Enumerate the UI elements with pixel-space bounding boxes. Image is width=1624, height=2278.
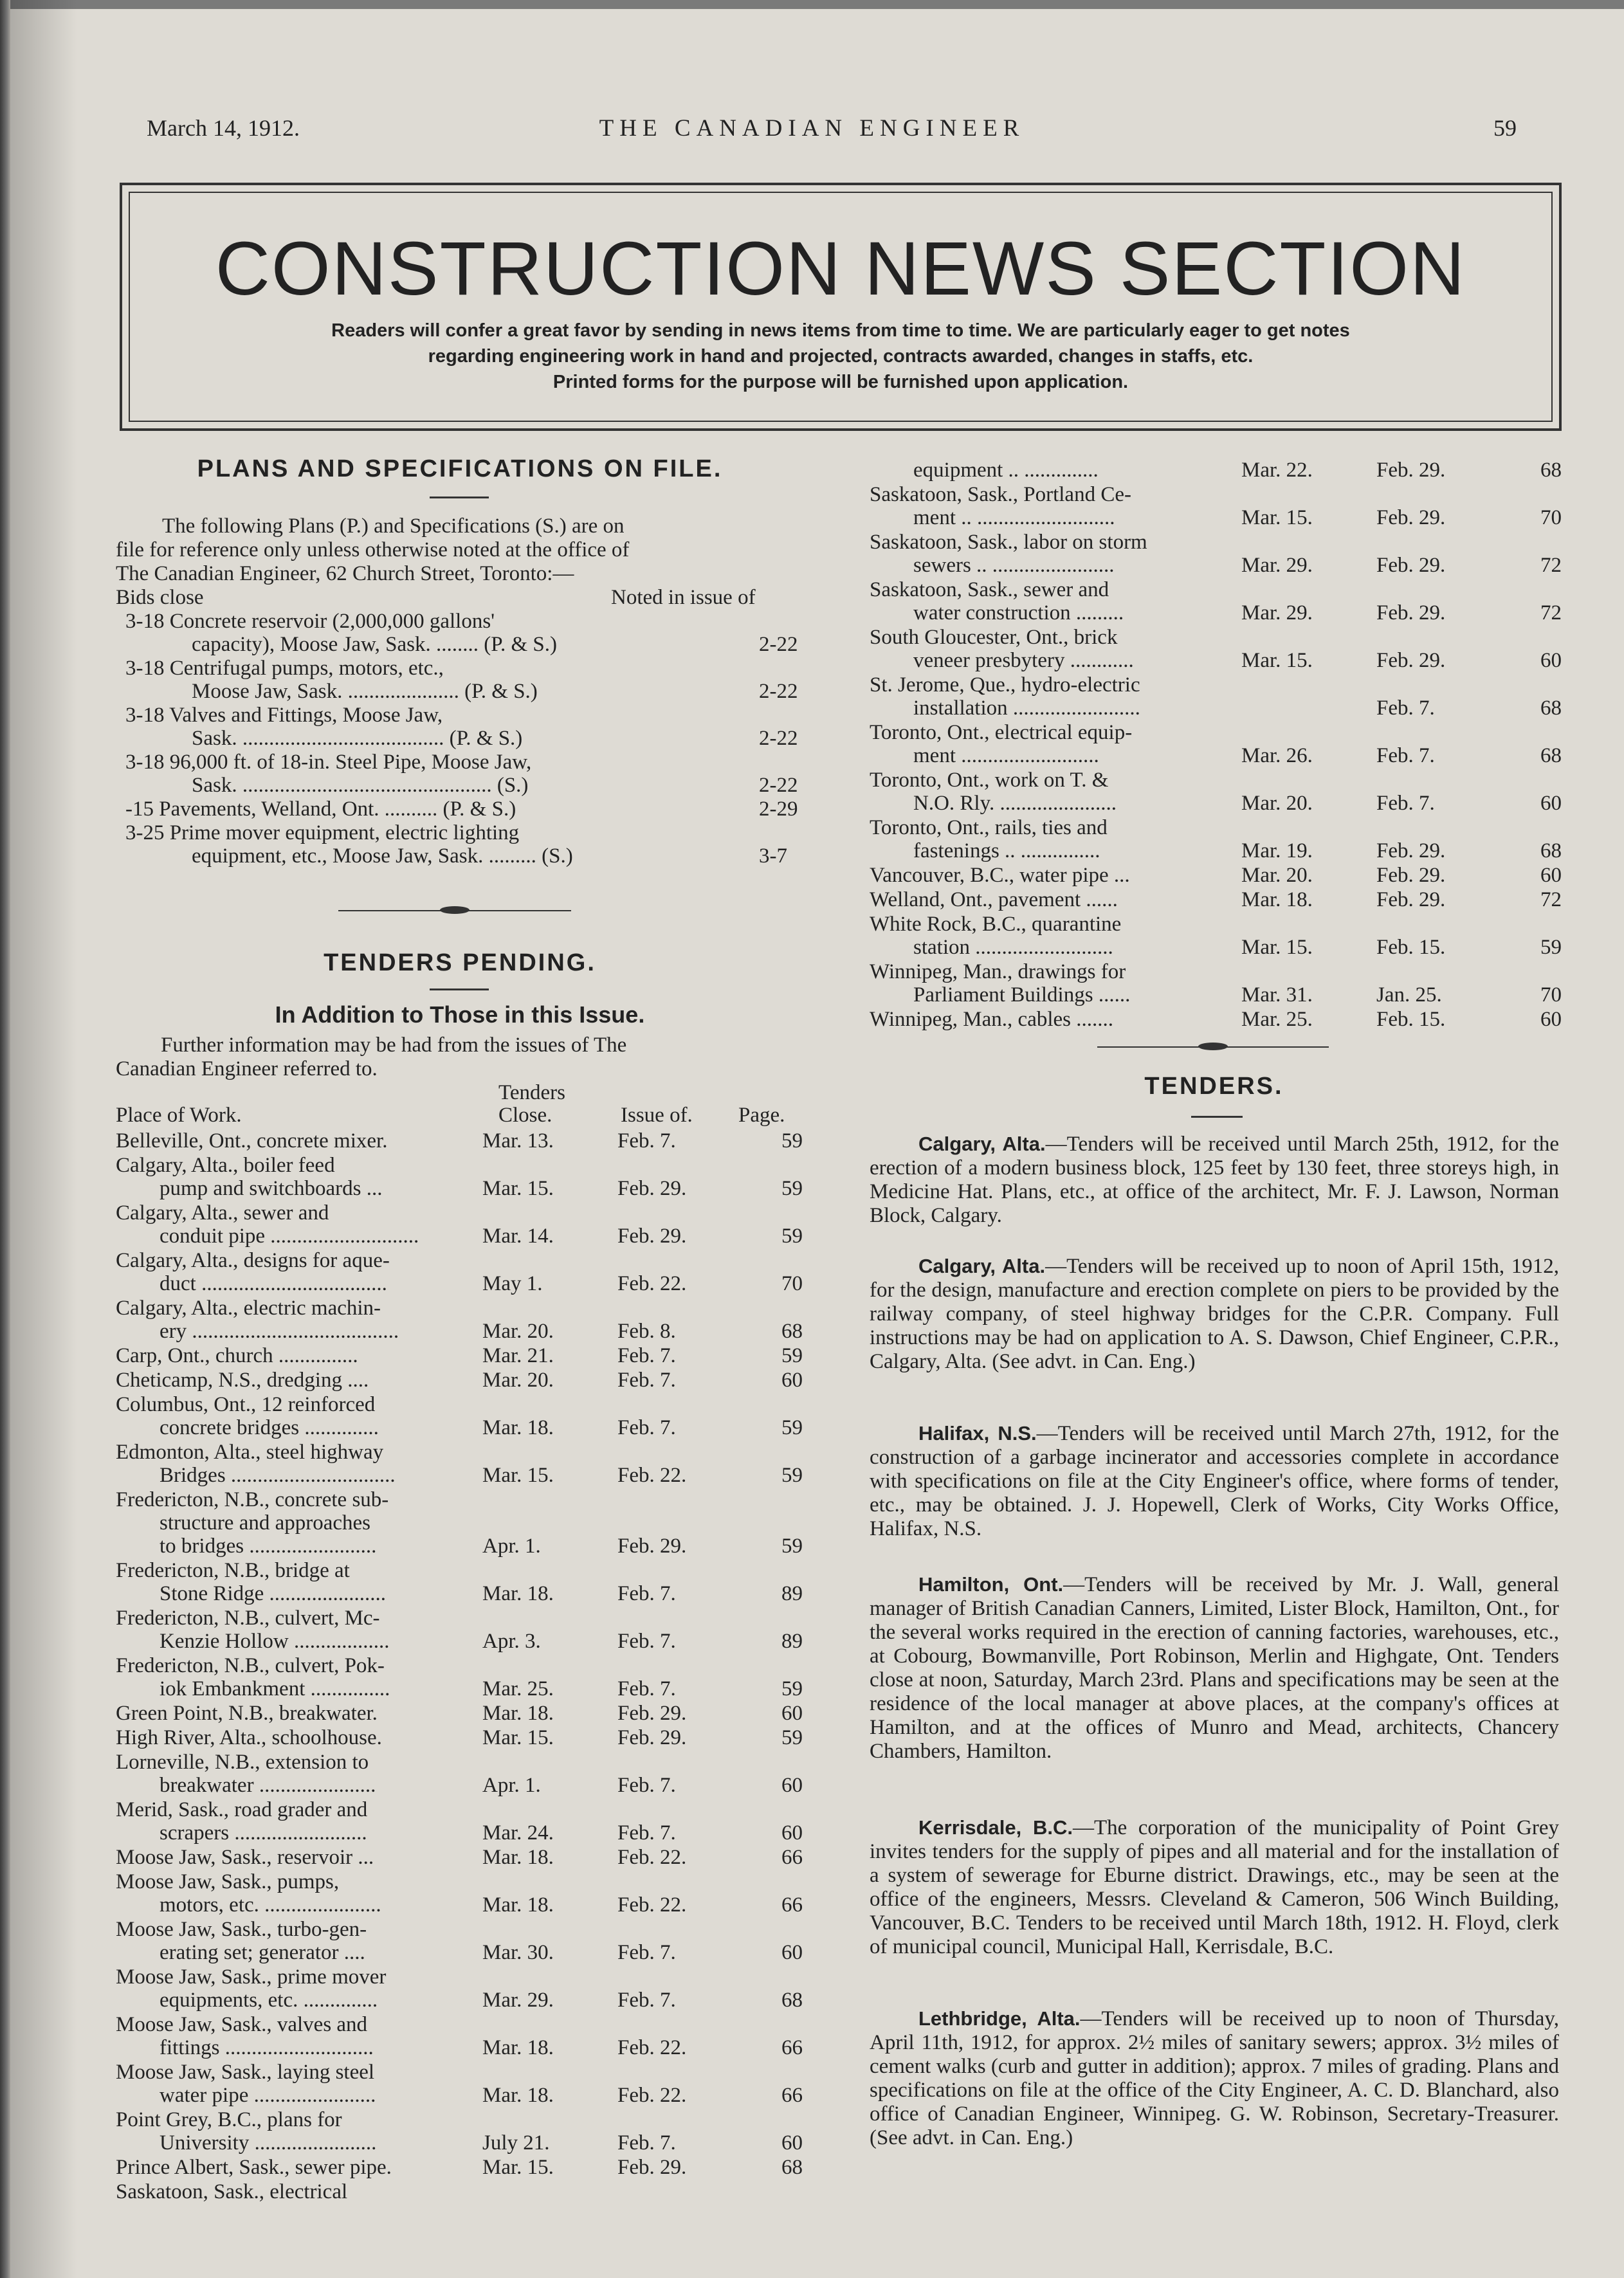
pending-entry-page: 72 [1540, 554, 1562, 577]
pending-entry-place: Lorneville, N.B., extension to [116, 1751, 369, 1774]
pending-entry-close: Mar. 18. [482, 1582, 554, 1605]
pending-entry-issue: Feb. 7. [617, 2131, 676, 2155]
pending-entry-close: Mar. 29. [1241, 601, 1313, 624]
pending-entry-close: Mar. 25. [482, 1677, 554, 1700]
pending-entry-issue: Feb. 15. [1376, 936, 1446, 959]
plans-entry-issue: 2-22 [759, 774, 798, 797]
plans-entry-issue: 2-22 [759, 633, 798, 656]
pending-entry-place: Merid, Sask., road grader and [116, 1798, 368, 1821]
pending-entry-close: Mar. 18. [482, 2084, 554, 2107]
plans-entry-line: capacity), Moose Jaw, Sask. ........ (P. & S.) [192, 633, 557, 656]
col-close: Close. [498, 1104, 552, 1127]
tender-text: —Tenders will be received until March 25th, 1912, for the erection of a modern business block, 125 feet by 130 feet, three storeys high, in Medicine Hat. Plans, etc., at office of the architect, Mr. F. J. Lawson, Norman Block, Calgary. [870, 1133, 1559, 1227]
pending-entry-place: Moose Jaw, Sask., pumps, [116, 1870, 340, 1893]
pending-entry-place-cont: iok Embankment ............... [160, 1677, 390, 1700]
pending-entry-close: Mar. 13. [482, 1129, 554, 1153]
pending-entry-page: 66 [781, 1893, 803, 1917]
pending-entry-place-cont: ment .. .......................... [913, 506, 1115, 529]
tenders-pending-subheading: In Addition to Those in this Issue. [275, 1001, 645, 1028]
heading-rule [430, 989, 489, 990]
pending-entry-close: Mar. 18. [482, 1846, 554, 1869]
pending-entry-place-cont: scrapers ......................... [160, 1821, 367, 1845]
pending-entry-issue: Feb. 22. [617, 1893, 687, 1917]
plans-entry-line: 3-25 Prime mover equipment, electric lighting [125, 821, 520, 844]
pending-entry-page: 59 [781, 1225, 803, 1248]
col-issue: Issue of. [621, 1104, 693, 1127]
pending-entry-place: Saskatoon, Sask., Portland Ce- [870, 483, 1131, 506]
plans-col-noted: Noted in issue of [611, 586, 756, 609]
pending-entry-close: Mar. 20. [482, 1369, 554, 1392]
pending-entry-place-cont: equipment .. .............. [913, 459, 1099, 482]
pending-entry-place-cont: N.O. Rly. ...................... [913, 792, 1117, 815]
pending-entry-issue: Jan. 25. [1376, 983, 1442, 1007]
ornament-divider [338, 910, 571, 911]
pending-entry-close: Mar. 15. [482, 1726, 554, 1749]
pending-entry-page: 59 [1540, 936, 1562, 959]
pending-entry-issue: Feb. 22. [617, 1272, 687, 1295]
section-title: CONSTRUCTION NEWS SECTION [215, 226, 1466, 311]
pending-entry-close: Apr. 1. [482, 1535, 541, 1558]
pending-entry-place: Fredericton, N.B., concrete sub- [116, 1488, 389, 1511]
pending-entry-place-cont: Kenzie Hollow .................. [160, 1630, 390, 1653]
pending-entry-place-cont: duct ................................... [160, 1272, 387, 1295]
pending-entry-close: Apr. 3. [482, 1630, 541, 1653]
tender-notice [870, 1132, 1559, 1228]
pending-entry-issue: Feb. 29. [1376, 459, 1446, 482]
pending-entry-issue: Feb. 29. [1376, 839, 1446, 862]
pending-entry-page: 72 [1540, 601, 1562, 624]
journal-title: THE CANADIAN ENGINEER [599, 115, 1025, 141]
pending-entry-issue: Feb. 29. [617, 1535, 687, 1558]
pending-entry-page: 59 [781, 1726, 803, 1749]
pending-entry-page: 68 [781, 1989, 803, 2012]
pending-entry-page: 59 [781, 1535, 803, 1558]
pending-entry-place: Fredericton, N.B., bridge at [116, 1559, 350, 1582]
pending-entry-place: Calgary, Alta., boiler feed [116, 1154, 335, 1177]
pending-entry-close: Mar. 18. [482, 1702, 554, 1725]
pending-entry-place-cont: motors, etc. ...................... [160, 1893, 381, 1917]
pending-entry-issue: Feb. 7. [617, 1129, 676, 1153]
plans-entry-line: 3-18 96,000 ft. of 18-in. Steel Pipe, Moose Jaw, [125, 751, 532, 774]
pending-entry-place: Belleville, Ont., concrete mixer. [116, 1129, 388, 1153]
pending-entry-page: 59 [781, 1129, 803, 1153]
pending-entry-page: 60 [1540, 649, 1562, 672]
pending-entry-issue: Feb. 29. [1376, 554, 1446, 577]
tender-text: —Tenders will be received by Mr. J. Wall, general manager of British Canadian Canners, Limited, Lister Block, Hamilton, Ont., for the several works required in the erection of canning factories, warehouses, etc., at Cobourg, Bowmanville, Port Robinson, Merlin and Highgate, Ont. Tenders close at noon, Saturday, March 23rd. Plans and specifications may be seen at the residence of the local manager at above places, at the company's offices at Hamilton, and at the offices of Munro and Mead, architects, Chancery Chambers, Hamilton. [870, 1573, 1560, 1763]
pending-entry-page: 68 [781, 2156, 803, 2179]
pending-entry-place-cont: sewers .. ....................... [913, 554, 1115, 577]
pending-entry-issue: Feb. 29. [617, 1225, 687, 1248]
pending-entry-place: Carp, Ont., church ............... [116, 1344, 358, 1367]
plans-heading: PLANS AND SPECIFICATIONS ON FILE. [197, 455, 723, 482]
pending-entry-page: 70 [781, 1272, 803, 1295]
pending-entry-close: July 21. [482, 2131, 550, 2155]
plans-entry-line: 3-18 Valves and Fittings, Moose Jaw, [125, 704, 443, 727]
pending-entry-place-cont: Stone Ridge ...................... [160, 1582, 386, 1605]
pending-entry-page: 68 [1540, 839, 1562, 862]
pending-entry-place: St. Jerome, Que., hydro-electric [870, 673, 1140, 697]
pending-entry-close: Mar. 20. [1241, 792, 1313, 815]
pending-entry-page: 60 [1540, 792, 1562, 815]
pending-entry-close: Mar. 19. [1241, 839, 1313, 862]
tenders-heading: TENDERS. [1144, 1073, 1284, 1100]
pending-entry-issue: Feb. 22. [617, 1464, 687, 1487]
pending-entry-place: Calgary, Alta., electric machin- [116, 1297, 381, 1320]
pending-entry-page: 59 [781, 1177, 803, 1200]
pending-entry-close: Mar. 25. [1241, 1008, 1313, 1031]
pending-entry-place-cont: station .......................... [913, 936, 1113, 959]
tenders-pending-heading: TENDERS PENDING. [324, 949, 596, 976]
pending-entry-place: Green Point, N.B., breakwater. [116, 1702, 378, 1725]
tender-notice [870, 1421, 1559, 1541]
pending-entry-page: 60 [1540, 864, 1562, 887]
pending-entry-close: Mar. 26. [1241, 744, 1313, 767]
pending-intro-line-1: Further information may be had from the issues of The [161, 1034, 627, 1057]
pending-entry-issue: Feb. 29. [1376, 888, 1446, 911]
pending-entry-page: 72 [1540, 888, 1562, 911]
pending-entry-place: Fredericton, N.B., culvert, Pok- [116, 1654, 385, 1677]
pending-intro-line-2: Canadian Engineer referred to. [116, 1057, 378, 1080]
pending-entry-close: Mar. 15. [482, 1464, 554, 1487]
pending-entry-place: Vancouver, B.C., water pipe ... [870, 864, 1130, 887]
plans-entry-line: equipment, etc., Moose Jaw, Sask. ......... (S.) [192, 844, 573, 868]
pending-entry-close: Mar. 21. [482, 1344, 554, 1367]
tender-place: Calgary, Alta. [918, 1133, 1046, 1155]
plans-entry-issue: 3-7 [759, 844, 787, 868]
pending-entry-place: Winnipeg, Man., cables ....... [870, 1008, 1114, 1031]
plans-entry-line: -15 Pavements, Welland, Ont. .......... (P. & S.) [125, 797, 516, 821]
tender-place: Kerrisdale, B.C. [918, 1816, 1073, 1839]
pending-entry-close: Mar. 24. [482, 1821, 554, 1845]
pending-entry-page: 59 [781, 1416, 803, 1439]
plans-entry-line: Sask. ...................................... (P. & S.) [192, 727, 523, 750]
pending-entry-close: Mar. 15. [1241, 649, 1313, 672]
pending-entry-page: 60 [781, 1821, 803, 1845]
pending-entry-issue: Feb. 7. [617, 1821, 676, 1845]
pending-entry-issue: Feb. 7. [617, 1677, 676, 1700]
pending-entry-place: Moose Jaw, Sask., laying steel [116, 2061, 375, 2084]
pending-entry-place: Toronto, Ont., rails, ties and [870, 816, 1108, 839]
issue-date: March 14, 1912. [147, 115, 300, 141]
pending-entry-close: Mar. 15. [482, 2156, 554, 2179]
pending-entry-close: Mar. 30. [482, 1941, 554, 1964]
pending-entry-issue: Feb. 29. [1376, 506, 1446, 529]
pending-entry-place-cont: erating set; generator .... [160, 1941, 365, 1964]
banner-intro-line-3: Printed forms for the purpose will be furnished upon application. [552, 372, 1129, 392]
pending-entry-issue: Feb. 7. [617, 1344, 676, 1367]
pending-entry-place: Welland, Ont., pavement ...... [870, 888, 1118, 911]
pending-entry-place-cont: Bridges ............................... [160, 1464, 396, 1487]
pending-entry-close: Mar. 18. [1241, 888, 1313, 911]
pending-entry-close: Mar. 18. [482, 2036, 554, 2059]
tender-place: Lethbridge, Alta. [918, 2007, 1081, 2030]
pending-entry-place: Cheticamp, N.S., dredging .... [116, 1369, 369, 1392]
tender-notice [870, 1254, 1559, 1374]
pending-entry-place: Moose Jaw, Sask., turbo-gen- [116, 1918, 367, 1941]
heading-rule [1191, 1116, 1243, 1118]
tender-text: —Tenders will be received until March 27th, 1912, for the construction of a garbage incinerator and accessories complete in accordance with specifications on file at the City Engineer's office, where forms of tender, etc., may be obtained. J. J. Hopewell, Clerk of Works, City Works Office, Halifax, N.S. [870, 1422, 1559, 1540]
pending-entry-page: 66 [781, 2036, 803, 2059]
pending-entry-place: Moose Jaw, Sask., valves and [116, 2013, 368, 2036]
pending-entry-place: Calgary, Alta., sewer and [116, 1201, 329, 1225]
pending-entry-issue: Feb. 22. [617, 2036, 687, 2059]
pending-entry-page: 60 [1540, 1008, 1562, 1031]
pending-entry-page: 59 [781, 1677, 803, 1700]
pending-entry-place-cont: ment .......................... [913, 744, 1099, 767]
pending-entry-place-cont: veneer presbytery ............ [913, 649, 1134, 672]
pending-entry-issue: Feb. 7. [617, 1941, 676, 1964]
pending-entry-issue: Feb. 29. [617, 1177, 687, 1200]
pending-entry-issue: Feb. 8. [617, 1320, 676, 1343]
pending-entry-close: Mar. 20. [1241, 864, 1313, 887]
pending-entry-place-cont: to bridges ........................ [160, 1535, 377, 1558]
pending-entry-place-cont: concrete bridges .............. [160, 1416, 379, 1439]
tender-place: Halifax, N.S. [918, 1422, 1037, 1444]
pending-entry-issue: Feb. 7. [1376, 792, 1435, 815]
pending-entry-close: Mar. 15. [482, 1177, 554, 1200]
pending-entry-issue: Feb. 7. [617, 1989, 676, 2012]
pending-entry-page: 59 [781, 1464, 803, 1487]
plans-entry-line: Sask. ............................................... (S.) [192, 774, 529, 797]
construction-news-banner [120, 183, 1562, 431]
pending-entry-place: White Rock, B.C., quarantine [870, 913, 1122, 936]
pending-entry-page: 68 [1540, 744, 1562, 767]
pending-entry-place: Moose Jaw, Sask., reservoir ... [116, 1846, 374, 1869]
pending-entry-issue: Feb. 7. [617, 1582, 676, 1605]
pending-entry-place: Calgary, Alta., designs for aque- [116, 1249, 390, 1272]
pending-entry-place: Saskatoon, Sask., labor on storm [870, 531, 1147, 554]
pending-entry-page: 68 [781, 1320, 803, 1343]
tender-notice [870, 1816, 1559, 1959]
heading-rule [430, 497, 489, 498]
pending-entry-issue: Feb. 7. [1376, 697, 1435, 720]
plans-intro-line-3: The Canadian Engineer, 62 Church Street, Toronto:— [116, 562, 574, 585]
pending-entry-place-cont: fittings ............................ [160, 2036, 374, 2059]
pending-entry-close: Mar. 14. [482, 1225, 554, 1248]
pending-entry-issue: Feb. 29. [1376, 864, 1446, 887]
pending-entry-place-cont: pump and switchboards ... [160, 1177, 383, 1200]
plans-entry-issue: 2-22 [759, 680, 798, 703]
pending-entry-close: Mar. 15. [1241, 936, 1313, 959]
col-page: Page. [738, 1104, 785, 1127]
tender-place: Calgary, Alta. [918, 1255, 1046, 1277]
pending-entry-place: Edmonton, Alta., steel highway [116, 1441, 384, 1464]
pending-entry-place: Prince Albert, Sask., sewer pipe. [116, 2156, 392, 2179]
pending-entry-close: Mar. 20. [482, 1320, 554, 1343]
pending-entry-page: 89 [781, 1582, 803, 1605]
pending-entry-issue: Feb. 29. [617, 2156, 687, 2179]
pending-entry-place: Saskatoon, Sask., sewer and [870, 578, 1109, 601]
pending-entry-page: 66 [781, 1846, 803, 1869]
pending-entry-place: Columbus, Ont., 12 reinforced [116, 1393, 376, 1416]
plans-entry-issue: 2-22 [759, 727, 798, 750]
plans-intro-line-2: file for reference only unless otherwise noted at the office of [116, 538, 630, 561]
pending-entry-issue: Feb. 29. [1376, 649, 1446, 672]
pending-entry-place-cont: ery ....................................... [160, 1320, 399, 1343]
pending-entry-page: 60 [781, 2131, 803, 2155]
pending-entry-close: Mar. 15. [1241, 506, 1313, 529]
pending-entry-issue: Feb. 7. [617, 1416, 676, 1439]
pending-entry-place-cont: fastenings .. ............... [913, 839, 1100, 862]
plans-entry-line: 3-18 Centrifugal pumps, motors, etc., [125, 657, 444, 680]
pending-entry-place-cont: University ....................... [160, 2131, 377, 2155]
pending-entry-issue: Feb. 7. [617, 1774, 676, 1797]
tender-place: Hamilton, Ont. [918, 1573, 1064, 1596]
plans-entry-line: Moose Jaw, Sask. ..................... (P. & S.) [192, 680, 538, 703]
pending-entry-place: Point Grey, B.C., plans for [116, 2108, 342, 2131]
pending-entry-place-cont: Parliament Buildings ...... [913, 983, 1131, 1007]
pending-entry-place-cont: water pipe ....................... [160, 2084, 376, 2107]
plans-entry-line: 3-18 Concrete reservoir (2,000,000 gallons' [125, 610, 495, 633]
pending-entry-page: 68 [1540, 697, 1562, 720]
pending-entry-close: Mar. 29. [482, 1989, 554, 2012]
pending-entry-issue: Feb. 29. [1376, 601, 1446, 624]
tender-text: —Tenders will be received up to noon of April 15th, 1912, for the design, manufacture and erection complete on piers to be provided by the railway company, of steel highway bridges for the C.P.R. Company. Full instructions may be had on application to A. S. Dawson, Chief Engineer, C.P.R., Calgary, Alta. (See advt. in Can. Eng.) [870, 1255, 1559, 1373]
pending-entry-close: Mar. 31. [1241, 983, 1313, 1007]
pending-entry-page: 66 [781, 2084, 803, 2107]
tender-text: —The corporation of the municipality of Point Grey invites tenders for the supply of pipes and all material and for the installation of a system of sewerage for Eburne district. Drawings, etc., may be seen at the office of the engineers, Messrs. Cleveland & Cameron, 506 Winch Building, Vancouver, B.C. Tenders to be received until March 18th, 1912. H. Floyd, clerk of municipal council, Municipal Hall, Kerrisdale, B.C. [870, 1816, 1559, 1958]
pending-entry-place: South Gloucester, Ont., brick [870, 626, 1118, 649]
page-number: 59 [1493, 115, 1517, 141]
pending-entry-place: Fredericton, N.B., culvert, Mc- [116, 1607, 380, 1630]
pending-entry-issue: Feb. 29. [617, 1726, 687, 1749]
plans-entry-issue: 2-29 [759, 797, 798, 821]
pending-entry-page: 60 [781, 1774, 803, 1797]
pending-entry-close: Mar. 18. [482, 1416, 554, 1439]
pending-entry-issue: Feb. 22. [617, 2084, 687, 2107]
pending-entry-close: May 1. [482, 1272, 543, 1295]
pending-entry-place: Toronto, Ont., electrical equip- [870, 721, 1133, 744]
pending-entry-close: Mar. 22. [1241, 459, 1313, 482]
pending-entry-place-cont: equipments, etc. .............. [160, 1989, 378, 2012]
pending-entry-place-cont: water construction ......... [913, 601, 1124, 624]
pending-entry-close: Apr. 1. [482, 1774, 541, 1797]
pending-entry-page: 68 [1540, 459, 1562, 482]
pending-entry-page: 89 [781, 1630, 803, 1653]
page-gutter-shadow [0, 0, 77, 2278]
col-place: Place of Work. [116, 1104, 242, 1127]
pending-entry-place-cont: structure and approaches [160, 1511, 371, 1535]
pending-entry-page: 70 [1540, 983, 1562, 1007]
banner-intro-line-1: Readers will confer a great favor by sending in news items from time to time. We are particularly eager to get notes [331, 320, 1350, 341]
pending-entry-issue: Feb. 22. [617, 1846, 687, 1869]
pending-entry-place-cont: breakwater ...................... [160, 1774, 376, 1797]
pending-entry-page: 60 [781, 1941, 803, 1964]
pending-entry-page: 59 [781, 1344, 803, 1367]
tender-notice [870, 2007, 1559, 2150]
pending-entry-page: 60 [781, 1369, 803, 1392]
pending-entry-place: Winnipeg, Man., drawings for [870, 960, 1126, 983]
col-tenders: Tenders [498, 1081, 565, 1104]
pending-entry-place: High River, Alta., schoolhouse. [116, 1726, 382, 1749]
pending-entry-place: Saskatoon, Sask., electrical [116, 2180, 348, 2203]
pending-entry-issue: Feb. 29. [617, 1702, 687, 1725]
top-edge [0, 0, 1624, 9]
pending-entry-issue: Feb. 7. [617, 1369, 676, 1392]
pending-entry-place: Moose Jaw, Sask., prime mover [116, 1965, 387, 1989]
tender-text: —Tenders will be received up to noon of Thursday, April 11th, 1912, for approx. 2½ miles of sanitary sewers; approx. 3½ miles of cement walks (curb and gutter in addition); approx. 7 miles of grading. Plans and specifications on file at the office of the City Engineer, A. C. D. Blanchard, also office of Canadian Engineer, Winnipeg. G. W. Robinson, Secretary-Treasurer. (See advt. in Can. Eng.) [870, 2007, 1560, 2149]
pending-entry-page: 70 [1540, 506, 1562, 529]
plans-col-bids: Bids close [116, 586, 204, 609]
pending-entry-close: Mar. 18. [482, 1893, 554, 1917]
pending-entry-place-cont: installation ........................ [913, 697, 1140, 720]
tender-notice [870, 1572, 1559, 1763]
pending-entry-issue: Feb. 7. [617, 1630, 676, 1653]
pending-entry-page: 60 [781, 1702, 803, 1725]
ornament-divider [1097, 1046, 1329, 1048]
pending-entry-place: Toronto, Ont., work on T. & [870, 769, 1109, 792]
banner-intro-line-2: regarding engineering work in hand and projected, contracts awarded, changes in staffs, etc. [428, 346, 1254, 367]
pending-entry-close: Mar. 29. [1241, 554, 1313, 577]
plans-intro-line-1: The following Plans (P.) and Specifications (S.) are on [162, 515, 625, 538]
pending-entry-issue: Feb. 7. [1376, 744, 1435, 767]
pending-entry-issue: Feb. 15. [1376, 1008, 1446, 1031]
pending-entry-place-cont: conduit pipe ............................ [160, 1225, 419, 1248]
